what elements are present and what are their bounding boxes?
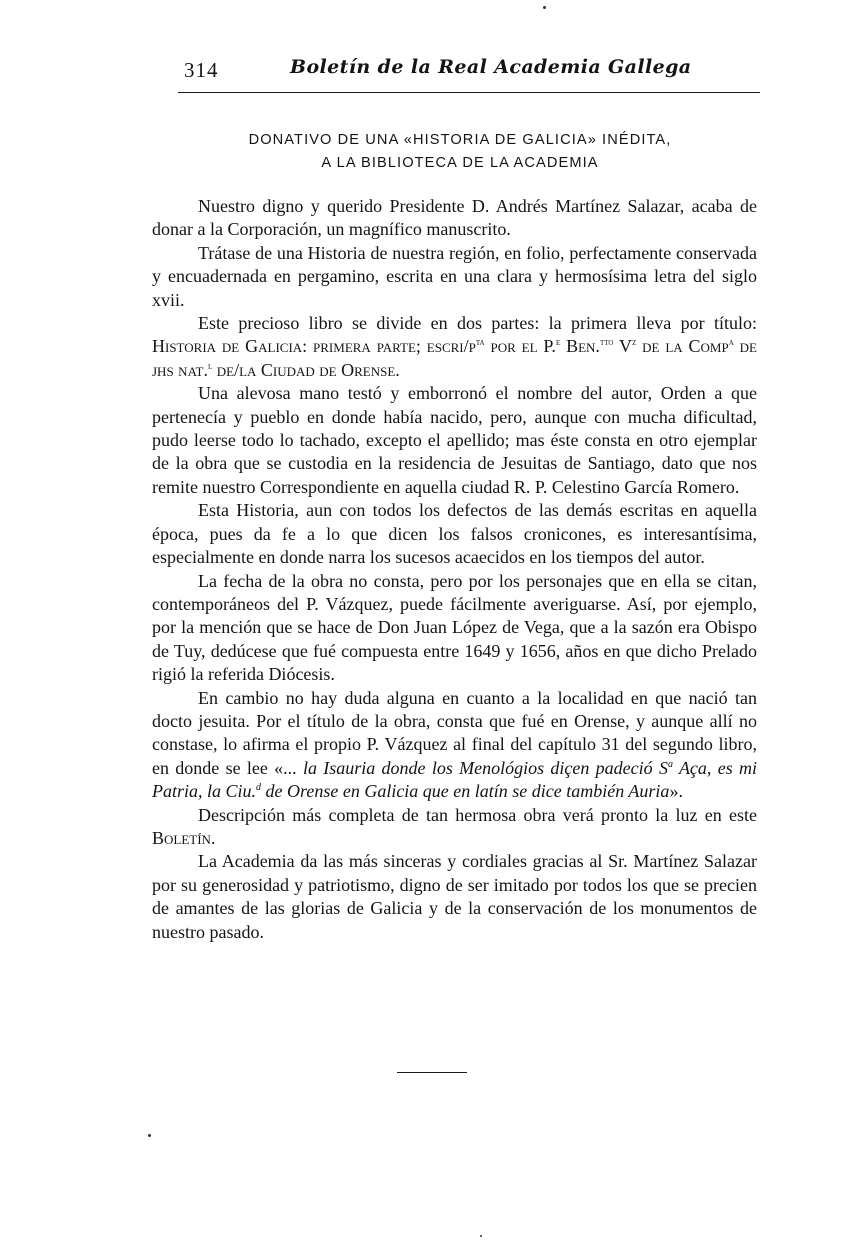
paragraph-4: Una alevosa mano testó y emborronó el nombre del autor, Orden a que pertenecía y pueblo en donde había nacido, pero, aunque con mucha dificultad, pudo leerse todo lo tachado, excepto el apellido; mas éste consta en otro ejemplar de la obra que se custodia en la residencia de Jesuitas de Santiago, dato que nos remite nuestro Correspondiente en aquella ciudad R. P. Celestino García Romero. bbox=[152, 383, 757, 497]
article-title-line-1: DONATIVO DE UNA «HISTORIA DE GALICIA» INÉDITA, bbox=[248, 132, 672, 148]
article-title-line-2: A LA BIBLIOTECA DE LA ACADEMIA bbox=[321, 155, 599, 171]
p3-sup-5: a bbox=[728, 337, 734, 349]
paragraph-1: Nuestro digno y querido Presidente D. Andrés Martínez Salazar, acaba de donar a la Corporación, un magnífico manuscrito. bbox=[152, 196, 757, 240]
paragraph-3 bbox=[152, 312, 757, 382]
paragraph-5: Esta Historia, aun con todos los defectos de las demás escritas en aquella época, pues da fe a lo que dicen los falsos cronicones, es interesantísima, especialmente en donde narra los sucesos acaecidos en los tiempos del autor. bbox=[152, 500, 757, 568]
manuscript-title bbox=[152, 336, 757, 379]
paragraph-7 bbox=[152, 687, 757, 804]
p3-sup-2: e bbox=[555, 337, 561, 349]
p7-text: En cambio no hay duda alguna en cuanto a la localidad en que nació tan docto jesuita. Por el título de la obra, consta que fué en Orense, y aunque allí no constase, lo afirma el propio P. Vázquez al final del capítulo 31 del segundo libro, en donde se lee «... bbox=[152, 687, 757, 778]
p7-sup-2: d bbox=[256, 782, 262, 794]
paragraph-6: La fecha de la obra no consta, pero por los personajes que en ella se citan, contemporáneos del P. Vázquez, puede fácilmente averiguarse. Así, por ejemplo, por la mención que se hace de Don Juan López de Vega, que a la sazón era Obispo de Tuy, dedúcese que fué compuesta entre 1649 y 1656, años en que dicho Prelado rigió la referida Diócesis. bbox=[152, 570, 757, 685]
p3-title-c: por el P. bbox=[484, 336, 556, 357]
p3-title-h: de/la Ciudad de Orense. bbox=[212, 359, 400, 380]
p3-title-d: Ben. bbox=[560, 336, 600, 357]
p3-sup-4: z bbox=[631, 337, 637, 349]
p7-sup-1: a bbox=[667, 758, 673, 770]
page-number: 314 bbox=[184, 58, 219, 82]
p7-quote-2: Aça, es mi Patria, la Ciu. bbox=[152, 757, 758, 802]
p7-quote-1: la Isauria donde los Menológios diçen padeció S bbox=[302, 757, 668, 778]
p3-title-e: V bbox=[613, 336, 632, 357]
p3-title-a: Historia de Galicia: primera parte; escri/p bbox=[152, 336, 476, 357]
scan-speck bbox=[480, 1235, 482, 1237]
p3-sup-3: tto bbox=[599, 337, 614, 349]
p7-quote-3: de Orense en Galicia que en latín se dice también Auria bbox=[261, 781, 670, 802]
closing-rule bbox=[397, 1072, 467, 1073]
p8-end: . bbox=[210, 827, 216, 848]
scan-speck bbox=[543, 6, 546, 9]
running-header bbox=[178, 54, 760, 93]
p7-close: ». bbox=[669, 781, 683, 802]
boletin-name: Boletín bbox=[152, 827, 211, 848]
running-title: Boletín de la Real Academia Gallega bbox=[290, 56, 692, 78]
p8-text: Descripción más completa de tan hermosa obra verá pronto la luz en este bbox=[198, 804, 757, 825]
paragraph-2: Trátase de una Historia de nuestra región, en folio, perfectamente conservada y encuadernada en pergamino, escrita en una clara y hermosísima letra del siglo xvii. bbox=[152, 242, 757, 310]
article-title bbox=[150, 129, 770, 175]
p3-title-f: de la Comp bbox=[636, 336, 729, 357]
scan-speck bbox=[148, 1134, 151, 1137]
p3-sup-1: ta bbox=[475, 337, 485, 349]
p3-text: Este precioso libro se divide en dos partes: la primera lleva por título: bbox=[198, 313, 757, 334]
p3-sup-6: l bbox=[207, 360, 213, 372]
paragraph-9: La Academia da las más sinceras y cordiales gracias al Sr. Martínez Salazar por su generosidad y patriotismo, digno de ser imitado por todos los que se precien de amantes de las glorias de Galicia y de la conservación de los monumentos de nuestro pasado. bbox=[152, 851, 757, 942]
article-body bbox=[152, 195, 757, 944]
paragraph-8 bbox=[152, 804, 757, 851]
p3-title-g: de jhs nat. bbox=[152, 336, 757, 380]
